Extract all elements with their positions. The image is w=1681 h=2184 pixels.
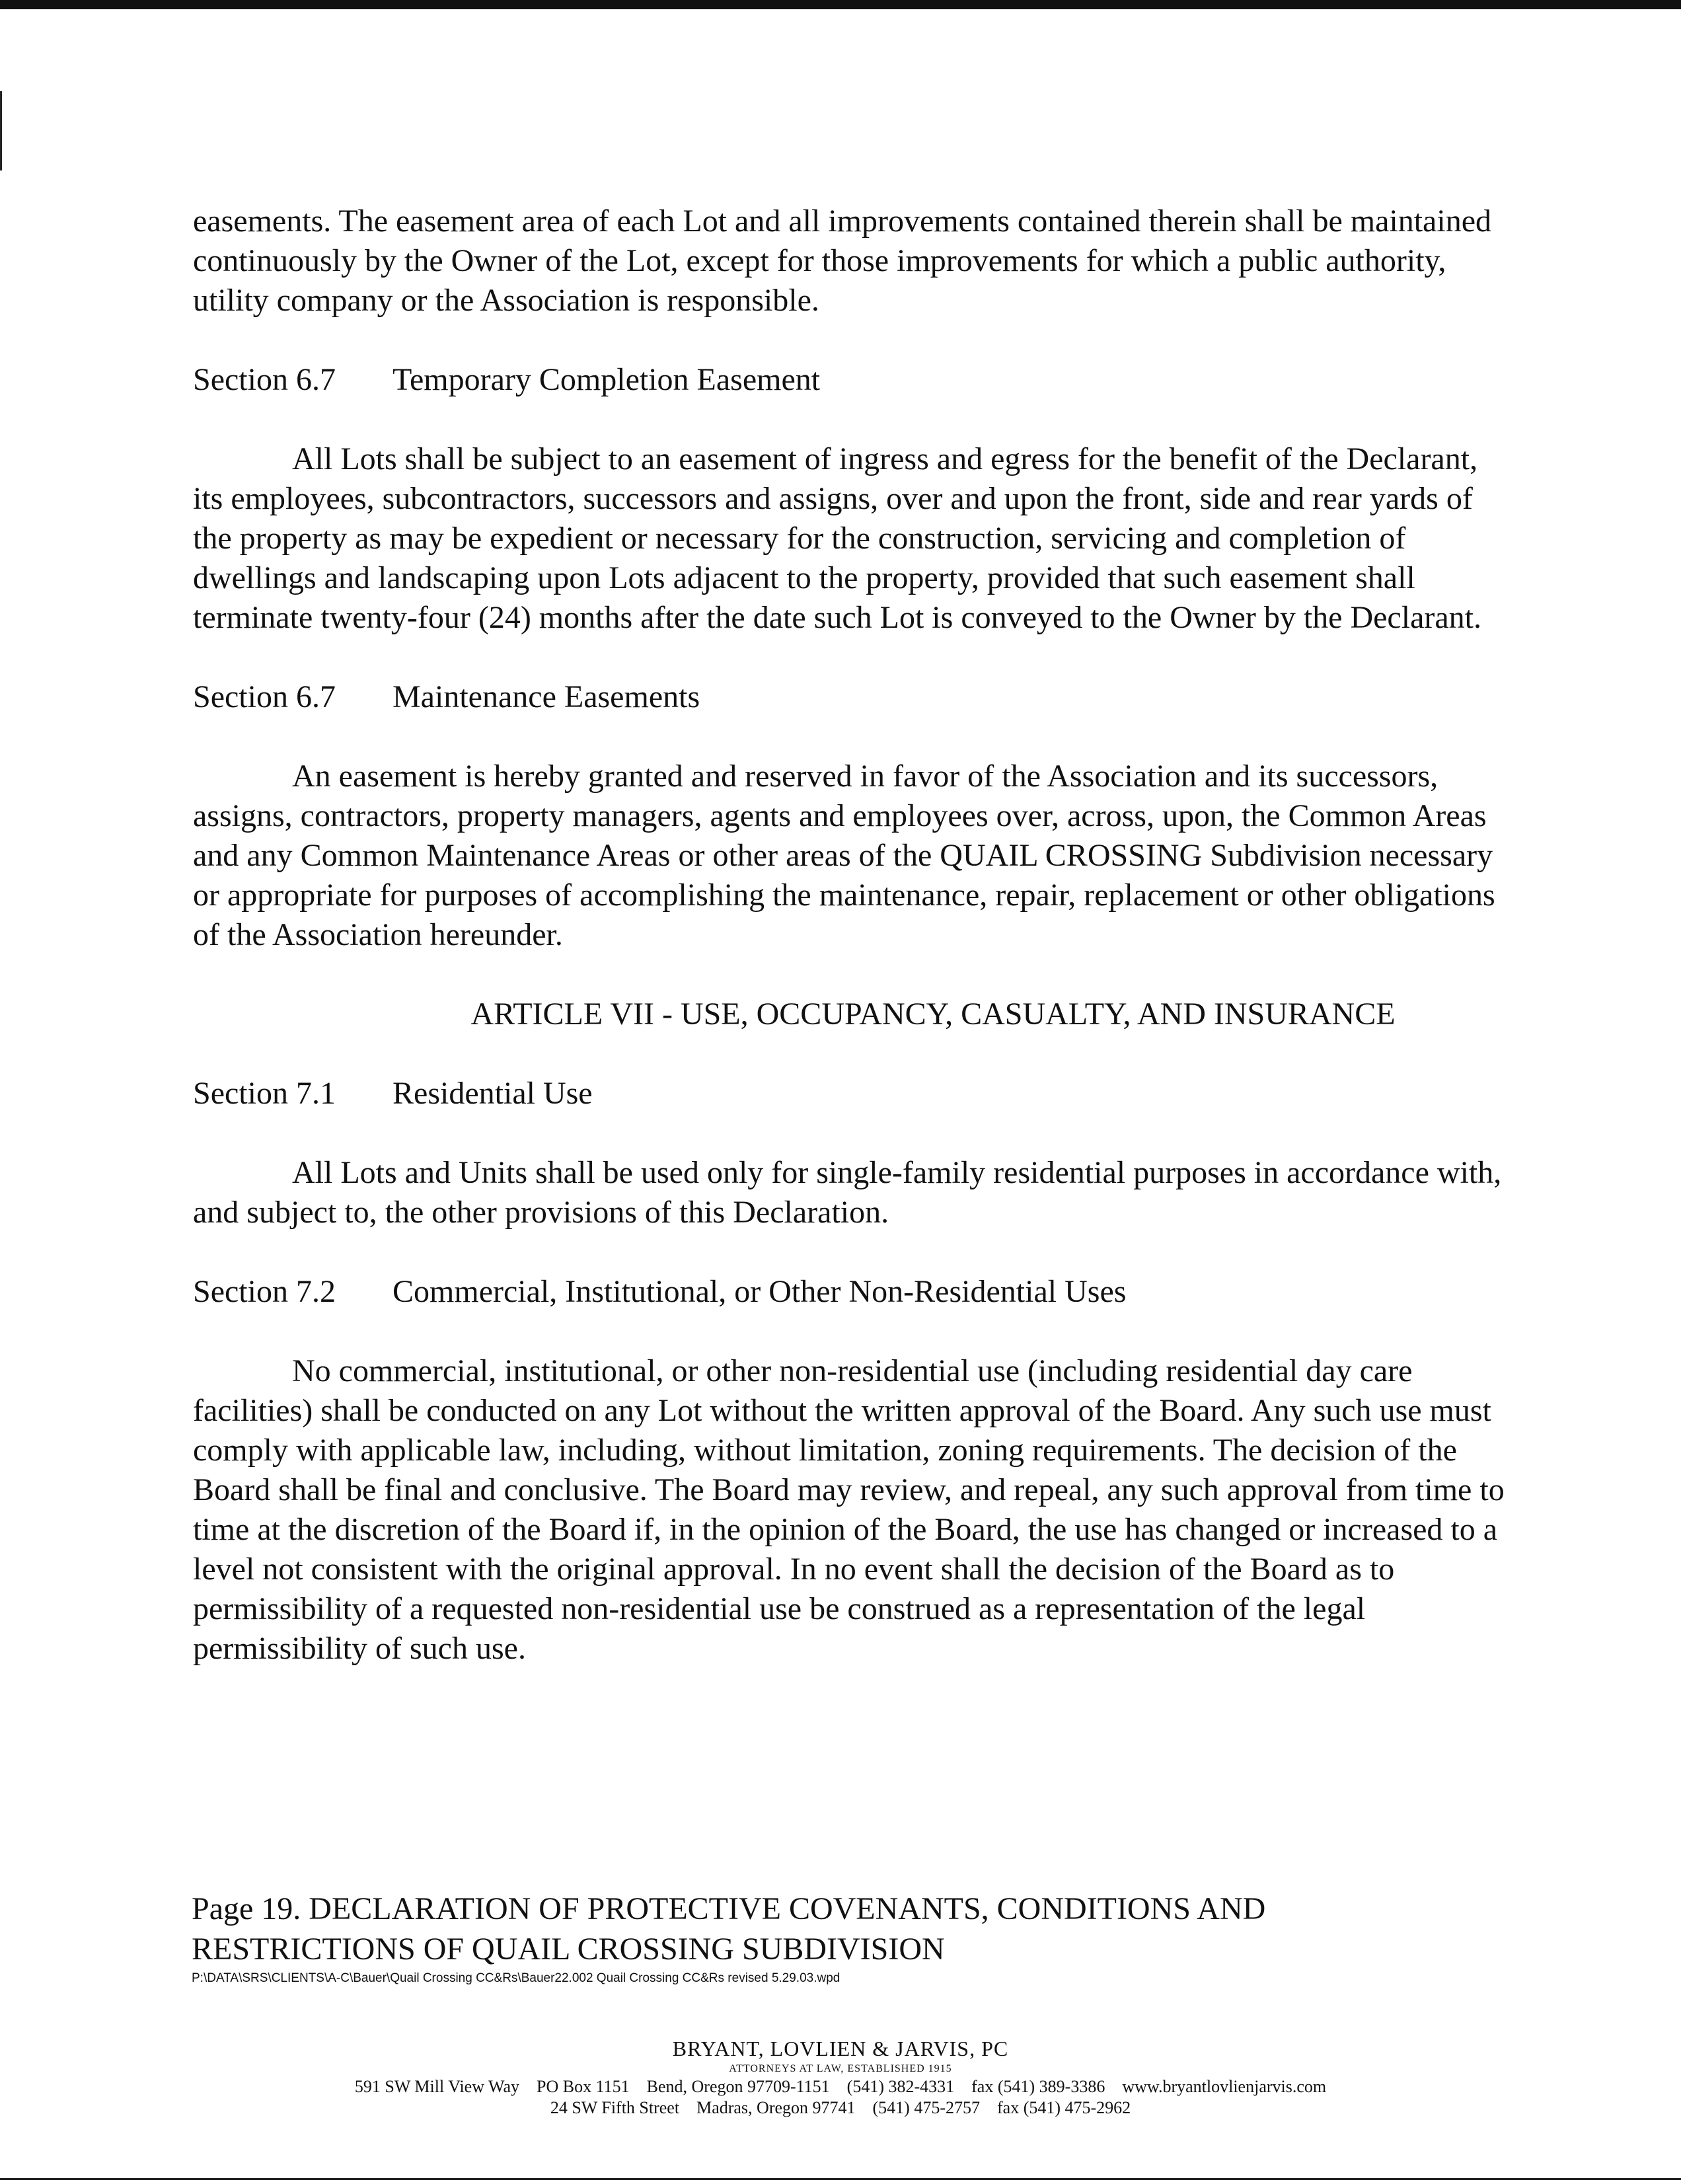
section-title: Residential Use xyxy=(392,1076,593,1111)
maintenance-easement-paragraph: An easement is hereby granted and reserved in favor of the Association and its successors, assigns, contractors, property managers, agents and employees over, across, upon, the Common Areas and any Common Maintenance Areas or other areas of the QUAIL CROSSING Subdivision necessary or appropriate for purposes of accomplishing the maintenance, repair, replacement or other obligations of the Association hereunder. xyxy=(193,759,1495,952)
temporary-easement-paragraph: All Lots shall be subject to an easement of ingress and egress for the benefit of the Declarant, its employees, subcontractors, successors and assigns, over and upon the front, side and rear yards of the property as may be expedient or necessary for the construction, servicing and completion of dwellings and landscaping upon Lots adjacent to the property, provided that such easement shall terminate twenty-four (24) months after the date such Lot is conveyed to the Owner by the Declarant. xyxy=(193,441,1481,635)
document-body xyxy=(193,202,1514,1669)
scan-top-border xyxy=(0,0,1681,9)
section-number: Section 6.7 xyxy=(193,362,336,397)
section-heading-6-7-maintenance xyxy=(193,677,1514,717)
article-heading: ARTICLE VII - USE, OCCUPANCY, CASUALTY, AND INSURANCE xyxy=(470,997,1396,1032)
footer-title-line-2: RESTRICTIONS OF QUAIL CROSSING SUBDIVISION xyxy=(192,1932,945,1967)
firm-name: BRYANT, LOVLIEN & JARVIS, PC xyxy=(672,2037,1009,2060)
firm-address-bend: 591 SW Mill View Way PO Box 1151 Bend, Oregon 97709-1151 (541) 382-4331 fax (541) 389-3386 www.bryantlovlienjarvis.com xyxy=(354,2077,1327,2096)
residential-use-paragraph: All Lots and Units shall be used only for single-family residential purposes in accordance with, and subject to, the other provisions of this Declaration. xyxy=(193,1155,1502,1230)
firm-tagline: ATTORNEYS AT LAW, ESTABLISHED 1915 xyxy=(729,2063,952,2074)
section-heading-7-2 xyxy=(193,1272,1514,1312)
scan-bottom-border xyxy=(0,2178,1681,2180)
footer-title-line-1: Page 19. DECLARATION OF PROTECTIVE COVENANTS, CONDITIONS AND xyxy=(192,1891,1266,1926)
section-title: Temporary Completion Easement xyxy=(392,362,821,397)
page-footer-title xyxy=(192,1889,1513,1969)
file-path: P:\DATA\SRS\CLIENTS\A-C\Bauer\Quail Crossing CC&Rs\Bauer22.002 Quail Crossing CC&Rs revised 5.29.03.wpd xyxy=(192,1971,840,1985)
section-number: Section 7.2 xyxy=(193,1274,336,1309)
section-number: Section 6.7 xyxy=(193,679,336,714)
non-residential-use-paragraph: No commercial, institutional, or other non-residential use (including residential day care facilities) shall be conducted on any Lot without the written approval of the Board. Any such use must comply with applicable law, including, without limitation, zoning requirements. The decision of the Board shall be final and conclusive. The Board may review, and repeal, any such approval from time to time at the discretion of the Board if, in the opinion of the Board, the use has changed or increased to a level not consistent with the original approval. In no event shall the decision of the Board as to permissibility of a requested non-residential use be construed as a representation of the legal permissibility of such use. xyxy=(193,1353,1505,1666)
firm-address-madras: 24 SW Fifth Street Madras, Oregon 97741 (541) 475-2757 fax (541) 475-2962 xyxy=(550,2098,1131,2117)
section-heading-7-1 xyxy=(193,1074,1514,1113)
law-firm-letterhead xyxy=(0,2035,1681,2119)
section-title: Commercial, Institutional, or Other Non-Residential Uses xyxy=(392,1274,1127,1309)
scan-left-mark xyxy=(0,91,2,170)
section-heading-6-7-temporary xyxy=(193,360,1514,400)
section-number: Section 7.1 xyxy=(193,1076,336,1111)
intro-paragraph: easements. The easement area of each Lot and all improvements contained therein shall be maintained continuously by the Owner of the Lot, except for those improvements for which a public authority, utility company or the Association is responsible. xyxy=(193,204,1491,318)
section-title: Maintenance Easements xyxy=(392,679,700,714)
